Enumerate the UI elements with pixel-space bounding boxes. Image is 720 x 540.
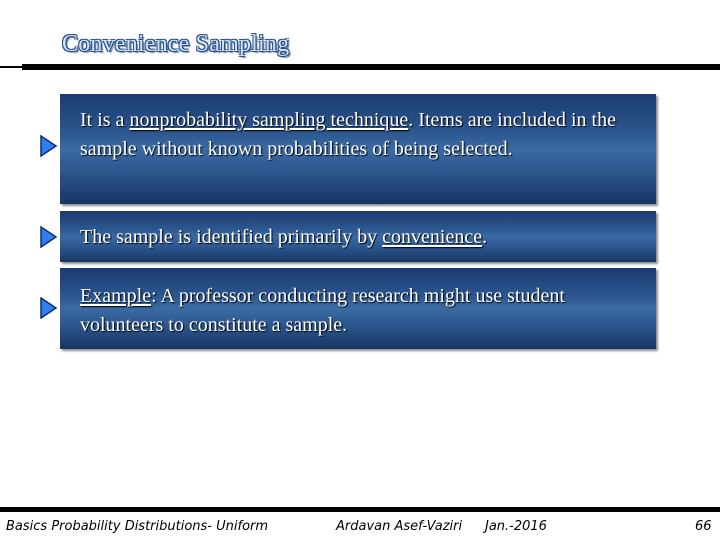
footer-rule	[0, 507, 720, 512]
bullet-2-text-a: The sample is identified primarily by	[80, 226, 383, 248]
bullet-2-text-b: .	[482, 226, 488, 248]
triangle-right-icon	[40, 297, 58, 319]
slide-title: Convenience Sampling	[62, 31, 290, 57]
bullet-box-3	[60, 268, 656, 349]
bullet-1-term: nonprobability sampling technique	[129, 109, 409, 131]
triangle-right-icon	[40, 226, 58, 248]
page-number: 66	[695, 519, 712, 534]
bullet-1-text-a: It is a	[80, 109, 130, 131]
triangle-right-icon	[40, 135, 58, 157]
footer-date: Jan.-2016	[485, 519, 547, 534]
bullet-box-2	[60, 211, 656, 262]
bullet-box-1	[60, 94, 656, 204]
title-rule	[22, 64, 720, 70]
bullet-1-text-b: . Items are included in the sample without known probabilities of being selected.	[80, 109, 616, 160]
bullet-3-text-b: : A professor conducting research might use student volunteers to constitute a sample.	[80, 285, 565, 336]
bullet-3-term: Example	[80, 285, 152, 307]
bullet-2-term: convenience	[382, 226, 483, 248]
footer-course: Basics Probability Distributions- Uniform	[6, 519, 269, 534]
footer-author: Ardavan Asef-Vaziri	[336, 519, 463, 534]
